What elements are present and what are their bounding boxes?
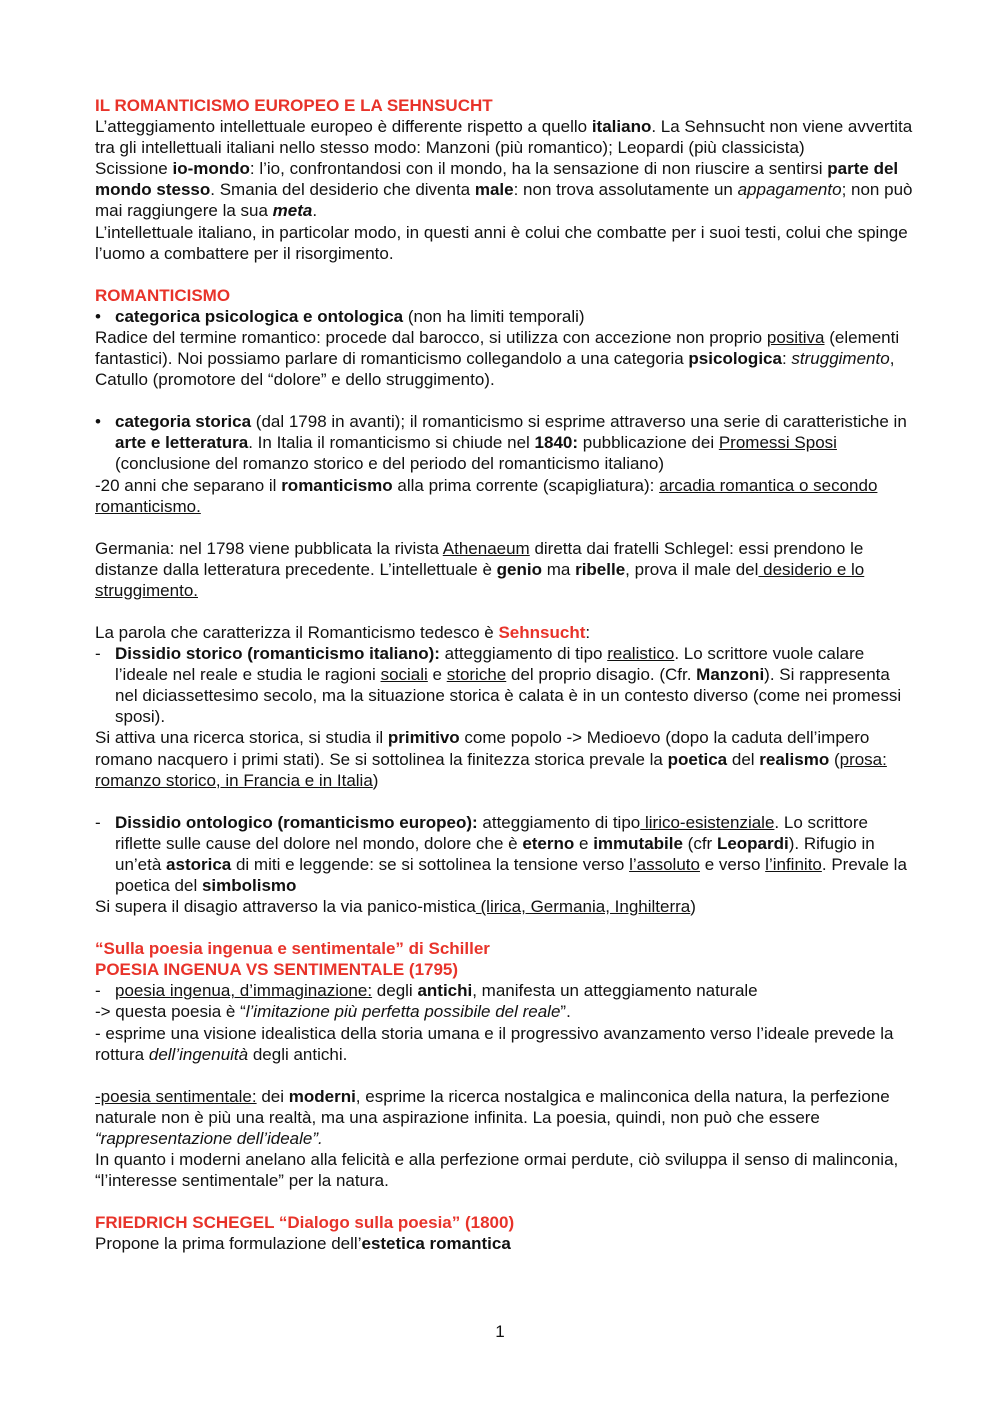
dash-item: - Dissidio storico (romanticismo italiano): atteggiamento di tipo realistico. Lo scrittore vuole calare l’ideale nel reale e studia le ragioni sociali e storiche del proprio disagio. (Cfr. Manzoni). Si rappresenta nel diciassettesimo secolo, ma la situazione storica è calata è in un contesto diverso (come nei promessi sposi). [95, 644, 902, 727]
paragraph: L’intellettuale italiano, in particolar modo, in questi anni è colui che combatte per i suoi testi, colui che spinge l’uomo a combattere per il risorgimento. [95, 222, 908, 263]
dash-marker: - [95, 644, 101, 664]
section-heading: IL ROMANTICISMO EUROPEO E LA SEHNSUCHT [95, 96, 493, 115]
dash-item: - Dissidio ontologico (romanticismo europeo): atteggiamento di tipo lirico-esistenziale. Lo scrittore riflette sulle cause del dolore nel mondo, dolore che è eterno e immutabile (cfr Leopardi). Rifugio in un’età astorica di miti e leggende: se si sottolinea la tensione verso l’assoluto e verso l’infinito. Prevale la poetica del simbolismo [95, 812, 907, 895]
section-heading: FRIEDRICH SCHEGEL “Dialogo sulla poesia” (1800) [95, 1213, 515, 1233]
dash-marker: - [95, 981, 101, 1001]
paragraph: L’atteggiamento intellettuale europeo è differente rispetto a quello italiano. La Sehnsucht non viene avvertita tra gli intellettuali italiani nello stesso modo: Manzoni (più romantico); Leopardi (più classicista) [95, 117, 913, 158]
paragraph: Si attiva una ricerca storica, si studia il primitivo come popolo -> Medioevo (dopo la caduta dell’impero romano nacquero i primi stati). Se si sottolinea la finitezza storica prevale la poetica del realismo (prosa: romanzo storico, in Francia e in Italia) [95, 728, 887, 790]
paragraph: Propone la prima formulazione dell’estetica romantica [95, 1234, 511, 1254]
section-heading: ROMANTICISMO [95, 285, 231, 305]
paragraph: -poesia sentimentale: dei moderni, esprime la ricerca nostalgica e malinconica della natura, la perfezione naturale non è più una realtà, ma una aspirazione infinita. La poesia, quindi, non può che essere “rappresentazione dell’ideale”. [95, 1086, 890, 1148]
dash-item: - poesia ingenua, d’immaginazione: degli antichi, manifesta un atteggiamento naturale [95, 981, 758, 1001]
bullet-marker: • [95, 412, 101, 432]
bullet-item: • categorica psicologica e ontologica (non ha limiti temporali) [95, 306, 585, 326]
paragraph: Germania: nel 1798 viene pubblicata la rivista Athenaeum diretta dai fratelli Schlegel: essi prendono le distanze dalla letteratura precedente. L’intellettuale è genio ma ribelle, prova il male del desiderio e lo struggimento. [95, 538, 865, 600]
bullet-item: • categoria storica (dal 1798 in avanti); il romanticismo si esprime attraverso una serie di caratteristiche in arte e letteratura. In Italia il romanticismo si chiude nel 1840: pubblicazione dei Promessi Sposi (conclusione del romanzo storico e del periodo del romanticismo italiano) [95, 412, 907, 474]
paragraph: In quanto i moderni anelano alla felicità e alla perfezione ormai perdute, ciò sviluppa il senso di malinconia, “l’interesse sentimentale” per la natura. [95, 1150, 899, 1191]
paragraph: Scissione io-mondo: l’io, confrontandosi con il mondo, ha la sensazione di non riuscire a sentirsi parte del mondo stesso. Smania del desiderio che diventa male: non trova assolutamente un appagamento; non può mai raggiungere la sua meta. [95, 159, 913, 221]
section-heading: “Sulla poesia ingenua e sentimentale” di Schiller [95, 939, 490, 959]
paragraph: - esprime una visione idealistica della storia umana e il progressivo avanzamento verso l’ideale prevede la rottura dell’ingenuità degli antichi. [95, 1023, 894, 1064]
bullet-marker: • [95, 306, 101, 326]
document-body [95, 95, 915, 1254]
paragraph: Radice del termine romantico: procede dal barocco, si utilizza con accezione non proprio positiva (elementi fantastici). Noi possiamo parlare di romanticismo collegandolo a una categoria psicologica: struggimento, Catullo (promotore del “dolore” e dello struggimento). [95, 327, 900, 390]
section-subheading: POESIA INGENUA VS SENTIMENTALE (1795) [95, 960, 459, 980]
page-number: 1 [495, 1322, 505, 1341]
paragraph: Si supera il disagio attraverso la via panico-mistica (lirica, Germania, Inghilterra) [95, 897, 696, 917]
paragraph: -> questa poesia è “l’imitazione più perfetta possibile del reale”. [95, 1002, 571, 1022]
paragraph: -20 anni che separano il romanticismo alla prima corrente (scapigliatura): arcadia romantica o secondo romanticismo. [95, 475, 878, 516]
dash-marker: - [95, 812, 101, 832]
paragraph: La parola che caratterizza il Romanticismo tedesco è Sehnsucht: [95, 622, 591, 642]
